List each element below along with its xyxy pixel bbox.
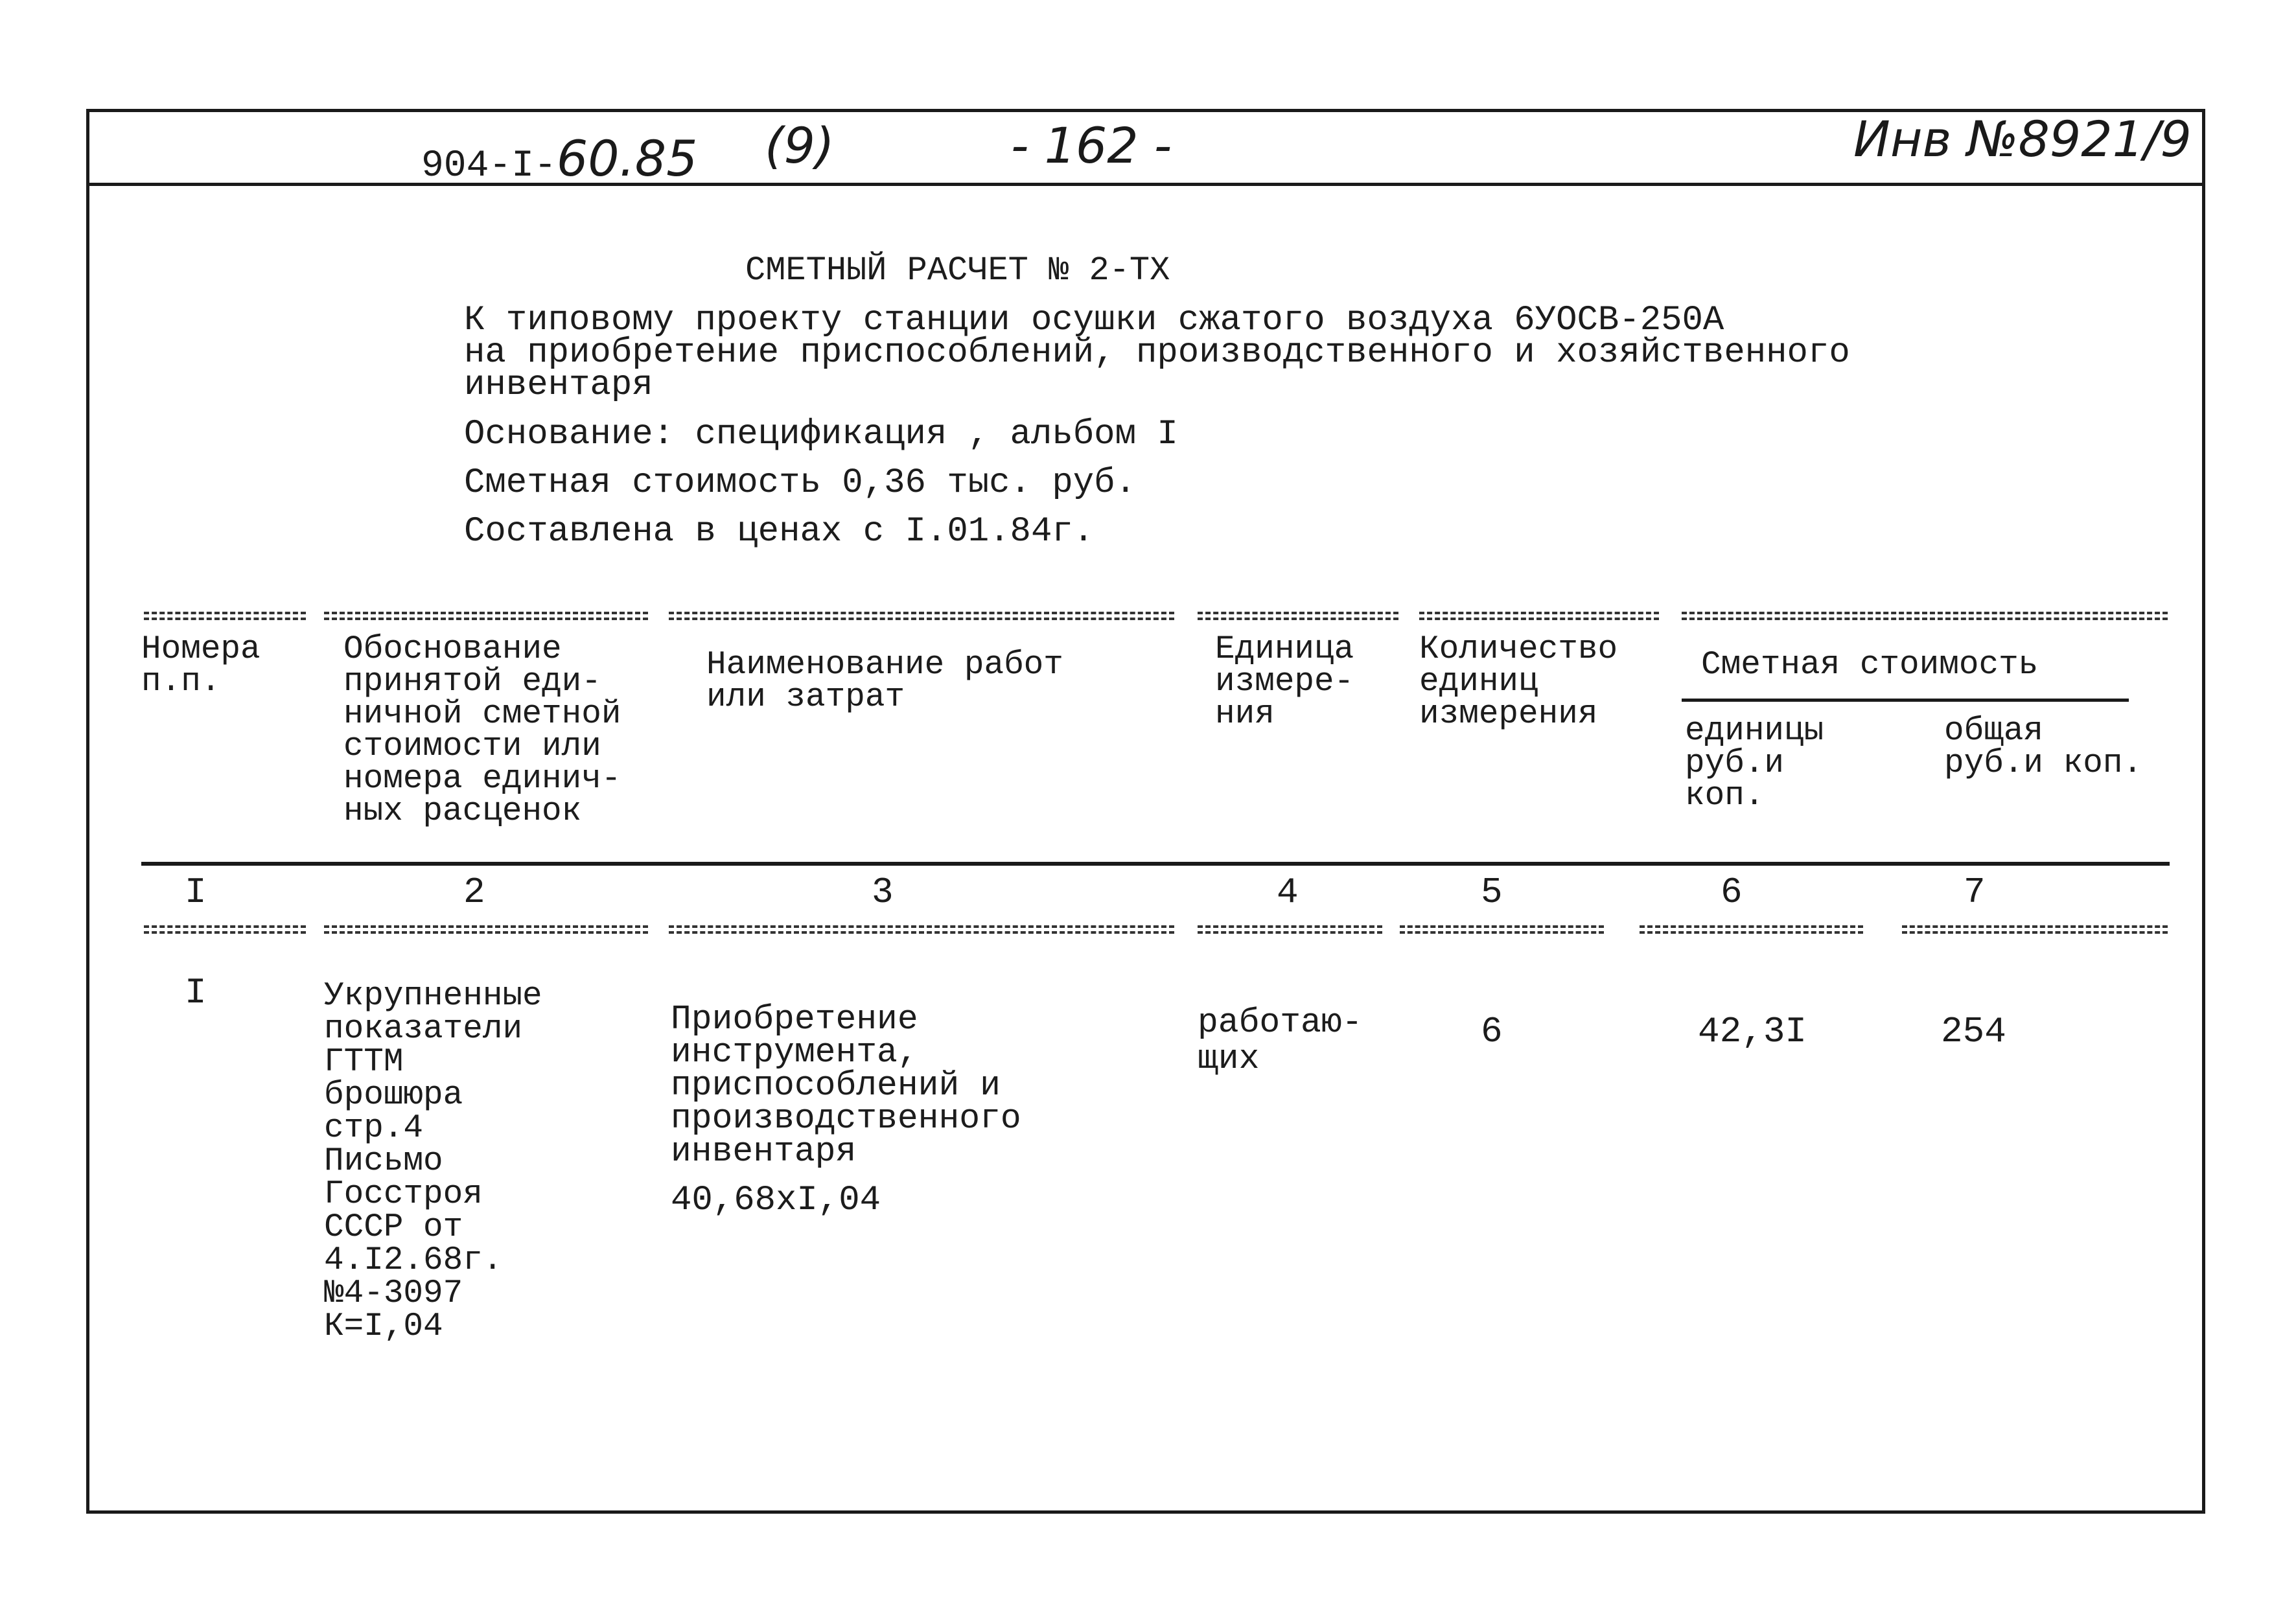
row-1-total: 254 — [1941, 1011, 2006, 1052]
numbers-rule-5 — [1400, 925, 1604, 934]
numbers-rule-7 — [1902, 925, 2168, 934]
project-code-handwritten: 60.85 — [556, 130, 698, 187]
col-header-basis: Обоснование принятой еди- ничной сметной стоимости или номера единич- ных расценок — [343, 631, 621, 830]
header-top-rule-3 — [669, 612, 1174, 620]
header-bottom-rule — [141, 862, 2170, 866]
row-1-number: I — [185, 972, 207, 1013]
row-1-quantity: 6 — [1481, 1011, 1503, 1052]
header-top-rule-1 — [144, 612, 306, 620]
row-1-formula: 40,68хI,04 — [671, 1181, 881, 1220]
col-number-2: 2 — [463, 872, 485, 913]
cost-group-rule — [1682, 699, 2129, 702]
col-number-7: 7 — [1964, 872, 1986, 913]
col-number-3: 3 — [872, 872, 894, 913]
page-number: - 162 - — [1011, 117, 1172, 174]
document-title: СМЕТНЫЙ РАСЧЕТ № 2-ТХ — [745, 251, 1170, 290]
numbers-rule-6 — [1640, 925, 1863, 934]
col-number-4: 4 — [1277, 872, 1299, 913]
header-top-rule-5 — [1419, 612, 1659, 620]
numbers-rule-1 — [144, 925, 306, 934]
col-header-number: Номера п.п. — [141, 631, 261, 700]
row-1-unit: работаю- щих — [1198, 1003, 1363, 1078]
header-top-rule-2 — [324, 612, 648, 620]
volume-number: (9) — [765, 117, 835, 174]
col-header-quantity: Количество единиц измерения — [1419, 631, 1618, 733]
header-top-rule-4 — [1198, 612, 1398, 620]
col-number-5: 5 — [1481, 872, 1503, 913]
header-top-rule-6 — [1682, 612, 2168, 620]
col-header-unit: Единица измере- ния — [1215, 631, 1354, 733]
inventory-number: Инв №8921/9 — [1853, 110, 2192, 168]
numbers-rule-3 — [669, 925, 1174, 934]
numbers-rule-4 — [1198, 925, 1382, 934]
cost-line: Сметная стоимость 0,36 тыс. руб. — [464, 463, 1136, 503]
project-code — [421, 130, 697, 187]
col-number-1: I — [185, 872, 207, 913]
row-1-name: Приобретение инструмента, приспособлений и производственного инвентаря — [671, 1000, 1021, 1171]
prices-line: Составлена в ценах с I.01.84г. — [464, 512, 1095, 551]
row-1-basis: Укрупненные показатели ГТТМ брошюра стр.4 Письмо Госстроя СССР от 4.I2.68г. №4-3097 К=I,04 — [324, 978, 542, 1345]
col-number-6: 6 — [1721, 872, 1743, 913]
numbers-rule-2 — [324, 925, 648, 934]
row-1-unit-price: 42,3I — [1698, 1011, 1807, 1052]
col-header-name: Наименование работ или затрат — [706, 647, 1063, 716]
document-description: К типовому проекту станции осушки сжатого воздуха 6УОСВ-250А на приобретение приспособлений, производственного и хозяйственного инвентаря — [464, 301, 1850, 405]
project-code-printed: 904-I- — [421, 145, 557, 187]
col-header-estimated-cost: Сметная стоимость — [1701, 647, 2039, 684]
basis-line: Основание: спецификация , альбом I — [464, 415, 1178, 454]
col-header-unit-price: единицы руб.и коп. — [1685, 713, 1824, 815]
header-rule — [86, 183, 2205, 186]
col-header-total: общая руб.и коп. — [1944, 713, 2143, 782]
